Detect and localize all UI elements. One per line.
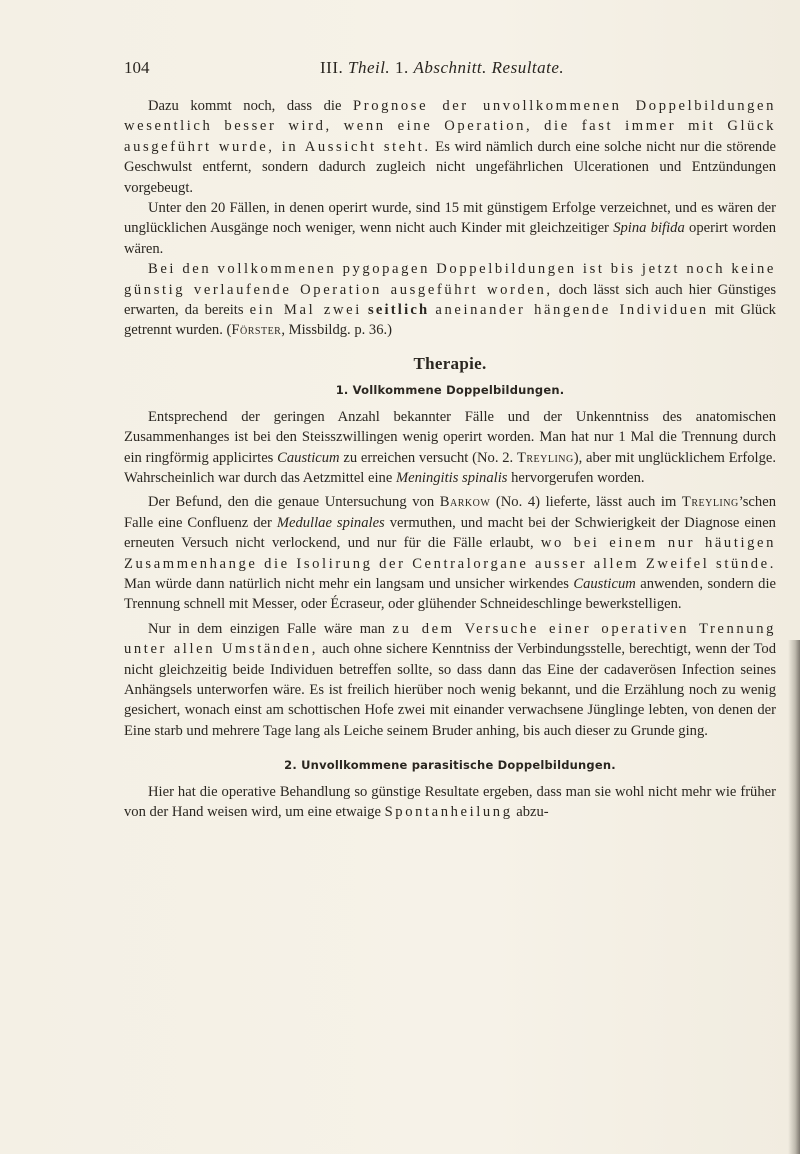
text-run: , Missbildg. p. 36.) bbox=[281, 322, 393, 339]
text-run: ), aber mit unglücklichem Erfolge. Wahrscheinlich war durch das Aetzmittel eine bbox=[124, 449, 777, 486]
paragraph bbox=[124, 619, 776, 741]
text-run: (No. 4) lieferte, lässt auch im bbox=[490, 494, 682, 511]
text-run: Dazu kommt noch, dass die bbox=[148, 98, 354, 114]
theil-label: Theil. bbox=[347, 58, 391, 77]
text-run: abzu- bbox=[512, 804, 549, 820]
spaced-text: Prognose der unvollkommenen Doppelbildungen wesentlich besser wird, wenn eine Operation, die fast immer mit Glück ausgeführt wurde, in Aussicht steht. bbox=[124, 98, 776, 155]
text-run: Der Befund, den die genaue Untersuchung von bbox=[148, 494, 440, 511]
main-text bbox=[124, 96, 776, 822]
italic-term: Causticum bbox=[573, 575, 636, 592]
abschnitt-label: Abschnitt. bbox=[413, 58, 487, 77]
page-edge-shadow bbox=[788, 640, 800, 1154]
paragraph bbox=[124, 407, 776, 489]
author-name: Barkow bbox=[439, 494, 491, 511]
text-run: ’schen Falle eine Confluenz der bbox=[124, 494, 776, 531]
text-run: hervorgerufen worden. bbox=[507, 469, 645, 486]
paragraph bbox=[124, 96, 776, 198]
spaced-text: Spontanheilung bbox=[384, 804, 513, 820]
text-run: doch lässt sich auch hier Günstiges erwarten, da bereits bbox=[124, 281, 777, 319]
text-run: mit Glück getrennt wurden. ( bbox=[124, 302, 776, 339]
italic-term: Medullae spinales bbox=[276, 514, 385, 531]
italic-term: Causticum bbox=[277, 449, 340, 466]
text-run: Unter den 20 Fällen, in denen operirt wurde, sind 15 mit günstigem Erfolge verzeichnet, und es wären der unglücklichen Ausgänge noch weniger, wenn nicht auch Kinder mit gleichzeitiger bbox=[124, 200, 776, 237]
text-run: operirt worden wären. bbox=[124, 220, 776, 257]
italic-term: Meningitis spinalis bbox=[395, 469, 508, 486]
author-name: Treyling bbox=[516, 449, 574, 466]
spaced-text: Bei den vollkommenen pygopagen Doppelbildungen ist bis jetzt noch keine günstig verlaufende Operation ausgeführt worden, bbox=[124, 261, 776, 298]
text-run: Hier hat die operative Behandlung so günstige Resultate ergeben, dass man sie wohl nicht mehr wie früher von der Hand weisen wird, um eine etwaige bbox=[124, 783, 776, 820]
spaced-text: zu dem Versuche einer operativen Trennung unter allen Umständen, bbox=[124, 620, 776, 658]
text-run: Es wird nämlich durch eine solche nicht nur die störende Geschwulst entfernt, sondern dadurch zugleich nicht ungefährlichen Ulcerationen und Entzündungen vorgebeugt. bbox=[124, 138, 776, 196]
italic-term: Spina bifida bbox=[613, 220, 685, 237]
paragraph bbox=[124, 198, 776, 259]
heading-therapie: Therapie. bbox=[413, 353, 487, 373]
part-label: III. bbox=[320, 58, 348, 77]
text-run: Nur in dem einzigen Falle wäre man bbox=[148, 620, 393, 637]
text-run: anwenden, sondern die Trennung schnell mit Messer, oder Écraseur, oder glühender Schneideschlinge bewerkstelligen. bbox=[124, 575, 776, 613]
spaced-text: wo bei einem nur häutigen Zusammenhange die Isolirung der Centralorgane ausser allem Zweifel stünde. bbox=[124, 535, 776, 572]
paragraph bbox=[124, 259, 776, 341]
text-run: Man würde dann natürlich nicht mehr ein langsam und unsicher wirkendes bbox=[124, 575, 574, 592]
section-number: 1. bbox=[390, 58, 414, 77]
page-number: 104 bbox=[124, 58, 150, 77]
spaced-text: aneinander hängende Individuen bbox=[435, 302, 709, 319]
text-run: Entsprechend der geringen Anzahl bekannter Fälle und der Unkenntniss des anatomischen Zusammenhanges ist bei den Steisszwillingen wenig operirt worden. Man hat nur 1 Mal die Trennung durch ein ringförmig applicirtes bbox=[124, 408, 776, 466]
text-run: auch ohne sichere Kenntniss der Verbindungsstelle, berechtigt, wenn der Tod nicht gleichzeitig beide Individuen betreffen sollte, so dass dann das Eine der cadaverösen Infection seines Anhängsels unterworfen wäre. Es ist freilich hierüber noch wenig bekannt, und die Erzählung noch zu wenig gesichert, wonach einst am schottischen Hofe zwei mit einander verwachsene Jünglinge lebten, von denen der Eine starb und mehrere Tage lang als Leiche seinem Bruder anhing, bis auch dieser zu Grunde ging. bbox=[124, 641, 777, 739]
spaced-text: ein Mal zwei bbox=[249, 302, 362, 319]
author-name: Förster bbox=[231, 322, 282, 339]
resultate-label: Resultate. bbox=[486, 58, 565, 77]
paragraph bbox=[124, 492, 776, 614]
subheading-vollkommene: 1. Vollkommene Doppelbildungen. bbox=[335, 383, 565, 398]
author-name: Treyling bbox=[681, 494, 739, 511]
bold-spaced-text: seitlich bbox=[367, 302, 430, 319]
text-run: zu erreichen versucht (No. 2. bbox=[339, 449, 517, 466]
text-run: vermuthen, und macht bei der Schwierigkeit der Diagnose einen erneuten Versuch nicht verlockend, und nur für die Fälle erlaubt, bbox=[124, 514, 776, 552]
section-title bbox=[320, 58, 564, 78]
subheading-unvollkommene: 2. Unvollkommene parasitische Doppelbildungen. bbox=[284, 758, 616, 773]
paragraph bbox=[124, 782, 776, 823]
